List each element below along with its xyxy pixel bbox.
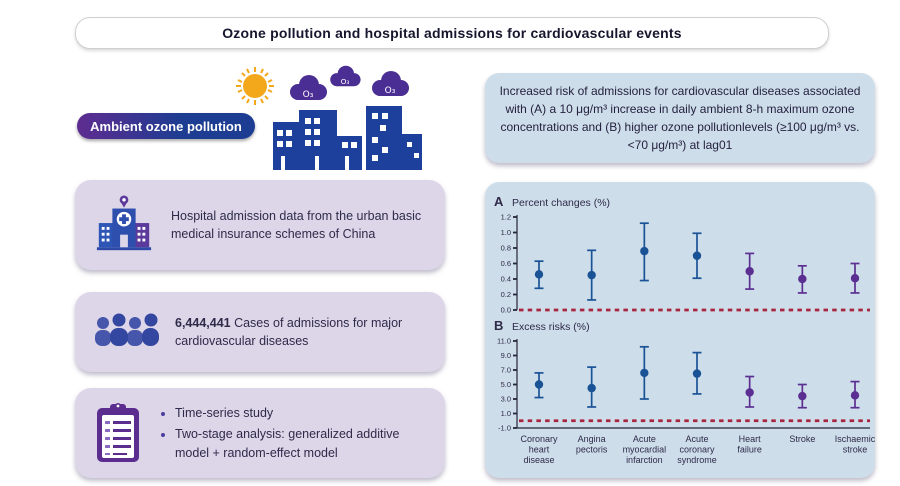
errorbar-heart-failure — [745, 377, 754, 407]
badge-label: Ambient ozone pollution — [90, 118, 242, 134]
cases-count-text — [175, 314, 427, 350]
ozone-cloud-label: O₃ — [302, 90, 314, 100]
errorbar-coronary-heart-disease — [535, 261, 544, 288]
ozone-cloud-icon — [290, 66, 409, 100]
errorbar-acute-coronary-syndrome — [693, 233, 702, 278]
errorbar-stroke — [798, 385, 807, 408]
x-category-label: Heart failure — [737, 434, 762, 455]
y-tick-label: 7.0 — [500, 365, 511, 375]
y-tick-label: -1.0 — [498, 423, 511, 433]
x-category-label: Acute myocardial infarction — [622, 434, 667, 465]
study-design-card — [75, 388, 445, 478]
errorbar-ischaemic-stroke — [851, 264, 860, 293]
errorbar-acute-myocardial-infarction — [640, 347, 649, 399]
ozone-cloud-label: O₃ — [384, 86, 396, 96]
errorbar-angina-pectoris — [587, 367, 596, 407]
x-category-label: Ischaemic stroke — [834, 434, 875, 455]
study-design-list — [159, 401, 427, 464]
y-tick-label: 5.0 — [500, 380, 511, 390]
title-banner — [75, 17, 829, 49]
errorbar-coronary-heart-disease — [535, 373, 544, 398]
risk-summary-text: Increased risk of admissions for cardiovascular diseases associated with (A) a 10 μg/m³ increase in daily ambient 8-h maximum ozone concentrations and (B) higher ozone pollutionlevels (≥100 μg/m³ vs.<70 μg/m³) at lag01 — [499, 84, 861, 152]
sun-icon — [236, 67, 274, 105]
hospital-icon — [93, 194, 155, 256]
x-category-label: Angina pectoris — [575, 434, 608, 455]
y-tick-label: 3.0 — [500, 394, 511, 404]
y-tick-label: 0.8 — [500, 243, 511, 253]
study-design-item: • Time-series study — [175, 404, 427, 422]
page-title: Ozone pollution and hospital admissions for cardiovascular events — [222, 25, 682, 41]
cases-count-card — [75, 292, 445, 372]
errorbar-heart-failure — [745, 253, 754, 289]
ambient-ozone-badge — [77, 113, 255, 139]
panel-label: B — [494, 318, 504, 333]
y-tick-label: 0.2 — [500, 290, 511, 300]
y-tick-label: 0.6 — [500, 259, 511, 269]
clipboard-icon — [93, 402, 143, 464]
city-buildings-icon — [273, 106, 422, 170]
y-tick-label: 0.0 — [500, 305, 511, 315]
errorbar-angina-pectoris — [587, 250, 596, 300]
y-tick-label: 11.0 — [496, 336, 511, 346]
cases-count-label: Cases of admissions for major cardiovascular diseases — [175, 315, 403, 348]
errorbar-ischaemic-stroke — [851, 382, 860, 408]
panel-title: Excess risks (%) — [512, 321, 590, 333]
study-design-item: • Two-stage analysis: generalized additive model + random-effect model — [175, 425, 427, 461]
errorbar-stroke — [798, 266, 807, 293]
risk-summary-box — [485, 73, 875, 163]
panel-title: Percent changes (%) — [512, 197, 611, 209]
cases-count-value: 6,444,441 — [175, 315, 231, 330]
hospital-data-card — [75, 180, 445, 270]
y-tick-label: 9.0 — [500, 351, 511, 361]
x-category-label: Acute coronary syndrome — [677, 434, 717, 465]
x-category-label: Stroke — [789, 434, 816, 444]
y-tick-label: 1.0 — [500, 228, 511, 238]
people-icon — [93, 311, 159, 353]
city-ozone-illustration — [225, 58, 435, 172]
panel-label: A — [494, 194, 504, 209]
ozone-cloud-label: O₃ — [340, 76, 350, 86]
x-category-label: Coronary heart disease — [520, 434, 558, 465]
chart-panel — [485, 182, 875, 478]
errorbar-acute-myocardial-infarction — [640, 223, 649, 280]
admissions-chart — [487, 190, 875, 474]
errorbar-acute-coronary-syndrome — [693, 353, 702, 394]
hospital-data-text: Hospital admission data from the urban basic medical insurance schemes of China — [171, 208, 422, 241]
y-tick-label: 1.0 — [500, 409, 511, 419]
y-tick-label: 1.2 — [500, 212, 511, 222]
y-tick-label: 0.4 — [500, 274, 511, 284]
